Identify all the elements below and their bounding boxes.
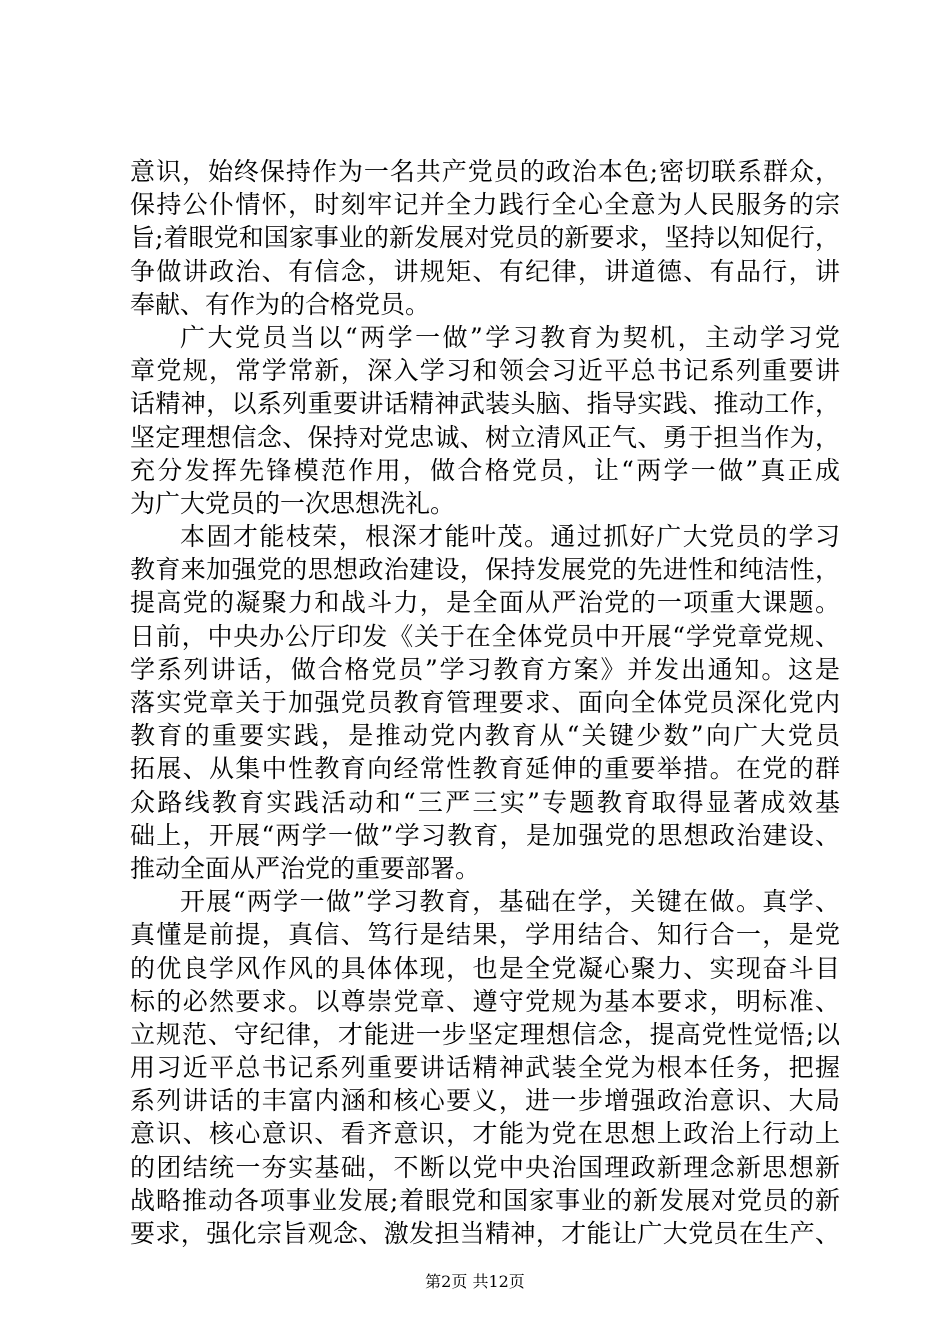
text-line: 充分发挥先锋模范作用，做合格党员，让“两学一做”真正成 [130,455,840,485]
text-line: 日前，中央办公厅印发《关于在全体党员中开展“学党章党规、 [130,621,840,651]
paragraph-1 [130,155,840,321]
text-line: 意识，始终保持作为一名共产党员的政治本色;密切联系群众， [130,157,840,186]
text-line: 旨;着眼党和国家事业的新发展对党员的新要求，坚持以知促行， [130,223,840,253]
paragraph-3 [130,520,840,885]
text-line: 础上，开展“两学一做”学习教育，是加强党的思想政治建设、 [130,820,840,850]
text-line: 用习近平总书记系列重要讲话精神武装全党为根本任务，把握 [130,1053,840,1083]
text-line: 的优良学风作风的具体体现，也是全党凝心聚力、实现奋斗目 [130,953,840,983]
text-line: 本固才能枝荣，根深才能叶茂。通过抓好广大党员的学习 [180,522,840,552]
text-line: 众路线教育实践活动和“三严三实”专题教育取得显著成效基 [130,787,840,817]
text-line: 为广大党员的一次思想洗礼。 [130,488,456,518]
text-line: 落实党章关于加强党员教育管理要求、面向全体党员深化党内 [130,688,840,717]
text-line: 拓展、从集中性教育向经常性教育延伸的重要举措。在党的群 [130,754,840,784]
text-line: 保持公仆情怀，时刻牢记并全力践行全心全意为人民服务的宗 [130,190,840,220]
paragraph-4 [130,885,840,1250]
text-line: 推动全面从严治党的重要部署。 [130,853,481,883]
text-line: 广大党员当以“两学一做”学习教育为契机，主动学习党 [180,322,840,352]
text-line: 意识、核心意识、看齐意识，才能为党在思想上政治上行动上 [130,1119,840,1149]
text-line: 学系列讲话，做合格党员”学习教育方案》并发出通知。这是 [130,654,840,684]
document-body [130,155,840,1250]
text-line: 开展“两学一做”学习教育，基础在学，关键在做。真学、 [180,887,840,917]
text-line: 真懂是前提，真信、笃行是结果，学用结合、知行合一，是党 [130,920,840,950]
text-line: 奉献、有作为的合格党员。 [130,289,431,319]
text-line: 教育的重要实践，是推动党内教育从“关键少数”向广大党员 [130,721,840,751]
page-number-footer: 第2页 共12页 [425,1272,525,1291]
text-line: 坚定理想信念、保持对党忠诚、树立清风正气、勇于担当作为， [130,422,840,452]
text-line: 战略推动各项事业发展;着眼党和国家事业的新发展对党员的新 [130,1185,840,1215]
text-line: 争做讲政治、有信念，讲规矩、有纪律，讲道德、有品行，讲 [130,256,840,286]
text-line: 系列讲话的丰富内涵和核心要义，进一步增强政治意识、大局 [130,1086,840,1116]
text-line: 立规范、守纪律，才能进一步坚定理想信念，提高党性觉悟;以 [130,1019,840,1049]
text-line: 话精神，以系列重要讲话精神武装头脑、指导实践、推动工作， [130,389,840,419]
text-line: 章党规，常学常新，深入学习和领会习近平总书记系列重要讲 [130,356,840,386]
text-line: 提高党的凝聚力和战斗力，是全面从严治党的一项重大课题。 [130,588,840,618]
text-line: 教育来加强党的思想政治建设，保持发展党的先进性和纯洁性， [130,555,840,585]
text-line: 标的必然要求。以尊崇党章、遵守党规为基本要求，明标准、 [130,986,840,1016]
text-line: 要求，强化宗旨观念、激发担当精神，才能让广大党员在生产、 [130,1219,840,1248]
text-line: 的团结统一夯实基础，不断以党中央治国理政新理念新思想新 [130,1152,840,1182]
paragraph-2 [130,321,840,520]
